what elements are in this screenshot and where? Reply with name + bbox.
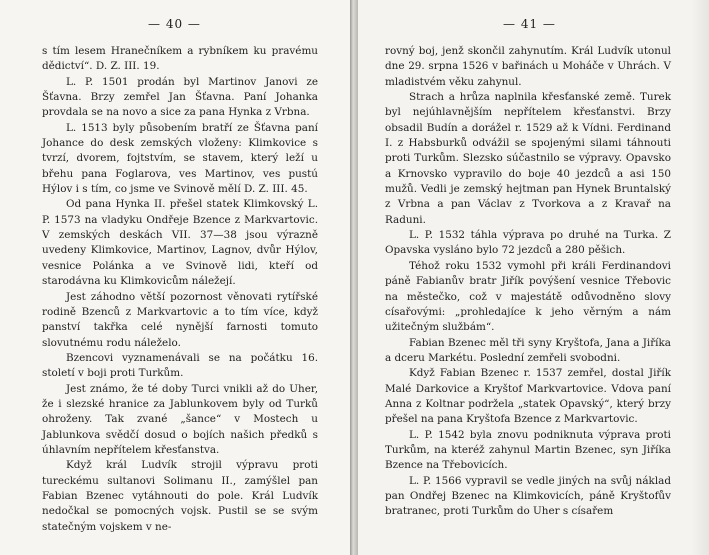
paragraph: Jest známo, že té doby Turci vnikli až do Uher, že i slezské hranice za Jablunkovem byly od Turků ohroženy. Tak zvané „šance“ v Mostech u Jablunkova svědčí dosud o bojích našich předků s úhlavním nepřítelem křesťanstva. [42, 382, 318, 456]
page-number: — 41 — [503, 17, 556, 31]
paragraph: s tím lesem Hranečníkem a rybníkem ku pravému dědictví“. D. Z. III. 19. [42, 45, 318, 73]
paragraph: Když Fabian Bzenec r. 1537 zemřel, dostal Jiřík Malé Darkovice a Kryštof Markvartovice. Vdova paní Anna z Koltnar podržela „statek Opavský“, který brzy přešel na pana Kryštofa Bzence z Markvartovic. [385, 367, 671, 426]
paragraph: L. 1513 byly působením bratří ze Šťavna paní Johance do desk zemských vloženy: Klimkovice s tvrzí, dvorem, fojtstvím, se stavem, který leží u břehu pana Foglarova, ves Martinov, ves pustú Hýlov i s tím, co jsme ve Svinově mělí D. Z. III. 45. [42, 121, 318, 196]
page-edge-shadow [691, 0, 709, 555]
paragraph: rovný boj, jenž skončil zahynutím. Král Ludvík utonul dne 29. srpna 1526 v bařinách u Moháče v Uhrách. V mladistvém věku zahynul. [385, 45, 671, 88]
paragraph: Od pana Hynka II. přešel statek Klimkovský L. P. 1573 na vladyku Ondřeje Bzence z Markvartovic. V zemských deskách VII. 37—38 jsou výrazně uvedeny Klimkovice, Martinov, Lagnov, dvůr Hýlov, vesnice Polánka a ve Svinově lidi, kteří od starodávna ku Klimkovicům náležejí. [42, 198, 318, 288]
page-text [385, 44, 671, 520]
right-page [358, 0, 709, 555]
paragraph: L. P. 1566 vypravil se vedle jiných na svůj náklad pan Ondřej Bzenec na Klimkovicích, páně Kryštofův bratranec, proti Turkům do Uher s císařem [385, 474, 671, 518]
paragraph: Strach a hrůza naplnila křesťanské země. Turek byl nejúhlavnějším nepřítelem křesťanstvi. Brzy obsadil Budín a dorážel r. 1529 až k Vídni. Ferdinand I. z Habsburků odvážil se spojenými silami táhnouti proti Turkům. Slezsko súčastnilo se výpravy. Opavsko a Krnovsko vypravilo do boje 40 jezdců a asi 150 mužů. Vedli je zemský hejtman pan Hynek Bruntalský z Vrbna a pan Václav z Tvorkova a z Kravař na Raduni. [385, 91, 671, 226]
paragraph: L. P. 1542 byla znovu podniknuta výprava proti Turkům, na kteréž zahynul Martin Bzenec, syn Jiříka Bzence na Třebovicích. [385, 428, 671, 472]
paragraph: L. P. 1532 táhla výprava po druhé na Turka. Z Opavska vysláno bylo 72 jezdců a 280 pěšich. [385, 229, 671, 257]
book-gutter [350, 0, 358, 555]
paragraph: Téhož roku 1532 vymohl při králi Ferdinandovi páně Fabianův bratr Jiřík povýšení vesnice Třebovic na městečko, což v majestátě odůvodněno slovy císařovými: „prohledajíce k jeho věrným a nám užitečným službám“. [385, 259, 671, 334]
page-number: — 40 — [148, 17, 201, 31]
paragraph: L. P. 1501 prodán byl Martinov Janovi ze Šťavna. Brzy zemřel Jan Šťavna. Paní Johanka provdala se na novo a sice za pana Hynka z Vrbna. [42, 75, 318, 119]
paragraph: Jest záhodno větší pozornost věnovati rytířské rodině Bzenců z Markvartovic a to tím více, když panství takřka celé nynější farnosti tomuto slovutnému rodu náleželo. [42, 290, 318, 349]
paragraph: Bzencovi vyznamenávali se na počátku 16. století v boji proti Turkům. [42, 351, 318, 380]
paragraph: Fabian Bzenec měl tři syny Kryštofa, Jana a Jiříka a dceru Markétu. Poslední zemřeli svobodni. [385, 336, 671, 364]
paragraph: Když král Ludvík strojil výpravu proti tureckému sultanovi Solimanu II., zamýšlel pan Fabian Bzenec vytáhnouti do pole. Král Ludvík nedočkal se pomocných vojsk. Pustil se se svým statečným vojskem v ne- [42, 459, 318, 533]
left-page [0, 0, 350, 555]
page-text [42, 44, 318, 535]
